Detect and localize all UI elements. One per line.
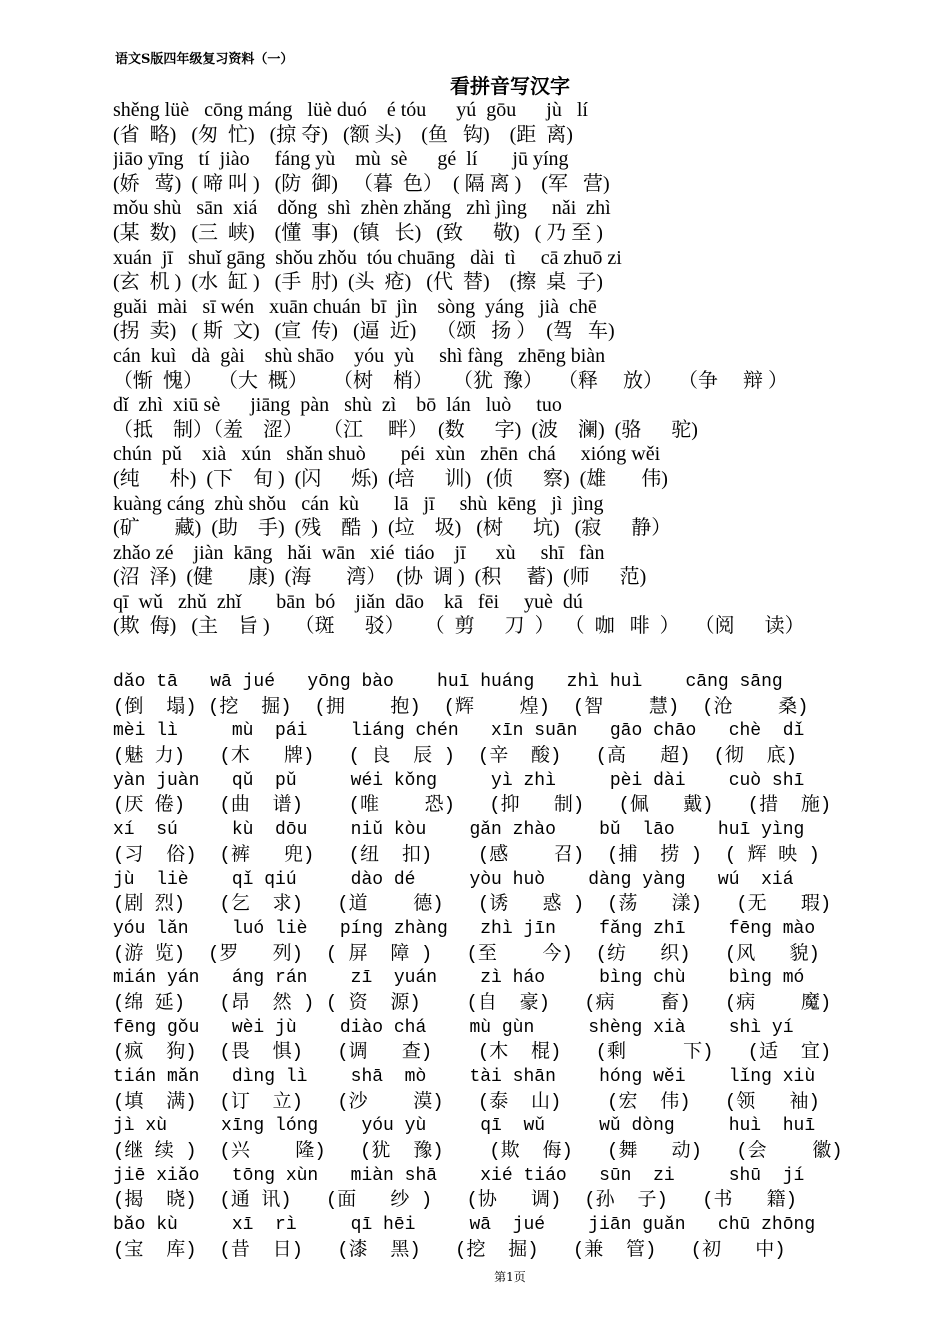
hanzi-line: (继 续 ) (兴 隆) (犹 豫) (欺 侮) (舞 动) (会 徽) bbox=[113, 1140, 843, 1163]
exercise-row bbox=[113, 670, 848, 719]
exercise-section-1 bbox=[113, 98, 848, 639]
hanzi-line: (魅 力) (木 牌) ( 良 辰 ) (辛 酸) (高 超) (彻 底) bbox=[113, 745, 798, 768]
hanzi-line: (某 数) (三 峡) (懂 事) (镇 长) (致 敬) ( 乃 至 ) bbox=[113, 221, 603, 244]
pinyin-line: dǎo tā wā jué yōng bào huī huáng zhì huì cāng sāng bbox=[113, 672, 783, 692]
pinyin-line: xí sú kù dōu niǔ kòu gǎn zhào bǔ lāo huī yìng bbox=[113, 820, 805, 841]
hanzi-line: (矿 藏) (助 手) (残 酷 ) (垃 圾) (树 坑) (寂 静） bbox=[113, 517, 672, 540]
hanzi-line: (纯 朴) (下 旬 ) (闪 烁) (培 训) (侦 察) (雄 伟) bbox=[113, 467, 668, 490]
exercise-row bbox=[113, 868, 848, 917]
hanzi-line: (宝 库) (昔 日) (漆 黑) (挖 掘) (兼 管) (初 中) bbox=[113, 1238, 786, 1261]
document-header: 语文S版四年级复习资料（一） bbox=[115, 52, 294, 67]
exercise-row bbox=[113, 917, 848, 966]
exercise-row bbox=[113, 442, 848, 491]
hanzi-line: (绵 延) (昂 然 ) ( 资 源) (自 豪) (病 畜) (病 魔) bbox=[113, 991, 832, 1014]
hanzi-line: (拐 卖) ( 斯 文) (宣 传) (逼 近) （颂 扬 ） (驾 车) bbox=[113, 320, 615, 343]
hanzi-line: (疯 狗) (畏 惧) (调 查) (木 棍) (剩 下) (适 宜) bbox=[113, 1041, 832, 1064]
hanzi-line: （惭 愧） （大 概） （树 梢） （犹 豫） （释 放） （争 辩 ） bbox=[113, 369, 788, 392]
pinyin-line: jiē xiǎo tōng xùn miàn shā xié tiáo sūn zi shū jí bbox=[113, 1165, 805, 1186]
page-title: 看拼音写汉字 bbox=[450, 74, 570, 98]
pinyin-line: chún pǔ xià xún shǎn shuò péi xùn zhēn chá xióng wěi bbox=[113, 443, 661, 466]
pinyin-line: jù liè qǐ qiú dào dé yòu huò dàng yàng wú xiá bbox=[113, 869, 794, 890]
pinyin-line: dǐ zhì xiū sè jiāng pàn shù zì bō lán luò tuo bbox=[113, 394, 562, 417]
exercise-row bbox=[113, 1016, 848, 1065]
pinyin-line: guǎi mài sī wén xuān chuán bī jìn sòng yáng jià chē bbox=[113, 295, 597, 318]
pinyin-line: cán kuì dà gài shù shāo yóu yù shì fàng zhēng biàn bbox=[113, 344, 606, 367]
exercise-row bbox=[113, 966, 848, 1015]
hanzi-line: (省 略) (匆 忙) (掠 夺) (额 头) (鱼 钩) (距 离) bbox=[113, 123, 573, 146]
pinyin-line: tián mǎn dìng lì shā mò tài shān hóng wěi lǐng xiù bbox=[113, 1067, 816, 1087]
exercise-row bbox=[113, 818, 848, 867]
pinyin-line: mián yán áng rán zī yuán zì háo bìng chù bìng mó bbox=[113, 968, 805, 989]
pinyin-line: fēng gǒu wèi jù diào chá mù gùn shèng xià shì yí bbox=[113, 1017, 794, 1038]
pinyin-line: xuán jī shuǐ gāng shǒu zhǒu tóu chuāng dài tì cā zhuō zi bbox=[113, 246, 622, 269]
exercise-row bbox=[113, 1213, 848, 1262]
pinyin-line: shěng lüè cōng máng lüè duó é tóu yú gōu jù lí bbox=[113, 99, 588, 121]
hanzi-line: (倒 塌) (挖 掘) (拥 抱) (辉 煌) (智 慧) (沧 桑) bbox=[113, 695, 809, 718]
exercise-row bbox=[113, 1114, 848, 1163]
pinyin-line: kuàng cáng zhù shǒu cán kù lā jī shù kēng jì jìng bbox=[113, 492, 604, 515]
exercise-row bbox=[113, 246, 848, 295]
hanzi-line: (习 俗) (裤 兜) (纽 扣) (感 召) (捕 捞 ) ( 辉 映 ) bbox=[113, 843, 820, 866]
pinyin-line: mǒu shù sān xiá dǒng shì zhèn zhǎng zhì jìng nǎi zhì bbox=[113, 197, 611, 220]
exercise-row bbox=[113, 590, 848, 639]
pinyin-line: zhǎo zé jiàn kāng hǎi wān xié tiáo jī xù shī fàn bbox=[113, 541, 605, 564]
exercise-row bbox=[113, 541, 848, 590]
pinyin-line: yóu lǎn luó liè píng zhàng zhì jīn fǎng zhī fēng mào bbox=[113, 918, 816, 939]
page-number: 第1页 bbox=[494, 1270, 526, 1284]
exercise-row bbox=[113, 147, 848, 196]
exercise-row bbox=[113, 344, 848, 393]
exercise-row bbox=[113, 295, 848, 344]
exercise-row bbox=[113, 769, 848, 818]
pinyin-line: bǎo kù xī rì qī hēi wā jué jiān guǎn chū zhōng bbox=[113, 1215, 816, 1236]
pinyin-line: mèi lì mù pái liáng chén xīn suān gāo chāo chè dǐ bbox=[113, 721, 805, 742]
pinyin-line: yàn juàn qǔ pǔ wéi kǒng yì zhì pèi dài cuò shī bbox=[113, 770, 805, 791]
pinyin-line: jiāo yīng tí jiào fáng yù mù sè gé lí jū yíng bbox=[113, 148, 569, 171]
hanzi-line: (玄 机 ) (水 缸 ) (手 肘) (头 疮) (代 替) (擦 桌 子) bbox=[113, 271, 603, 294]
exercise-row bbox=[113, 98, 848, 147]
exercise-row bbox=[113, 1065, 848, 1114]
exercise-row bbox=[113, 492, 848, 541]
hanzi-line: （抵 制）（羞 涩） （江 畔） (数 字) (波 澜) (骆 驼) bbox=[113, 418, 698, 441]
hanzi-line: (欺 侮) (主 旨 ) （斑 驳） （ 剪 刀 ） （ 咖 啡 ） （阅 读） bbox=[113, 615, 805, 638]
pinyin-line: jì xù xīng lóng yóu yù qī wǔ wǔ dòng huì huī bbox=[113, 1116, 816, 1137]
hanzi-line: (填 满) (订 立) (沙 漠) (泰 山) (宏 伟) (领 袖) bbox=[113, 1090, 820, 1113]
exercise-row bbox=[113, 719, 848, 768]
hanzi-line: (娇 莺) ( 啼 叫 ) (防 御) （暮 色） ( 隔 离 ) (军 营) bbox=[113, 172, 610, 195]
exercise-section-2 bbox=[113, 670, 848, 1263]
pinyin-line: qī wǔ zhǔ zhǐ bān bó jiǎn dāo kā fēi yuè dú bbox=[113, 590, 583, 613]
exercise-row bbox=[113, 393, 848, 442]
hanzi-line: (厌 倦) (曲 谱) (唯 恐) (抑 制) (佩 戴) (措 施) bbox=[113, 794, 832, 817]
hanzi-line: (沼 泽) (健 康) (海 湾） (协 调 ) (积 蓄) (师 范) bbox=[113, 566, 647, 589]
hanzi-line: (游 览) (罗 列) ( 屏 障 ) (至 今) (纺 织) (风 貌) bbox=[113, 942, 820, 965]
exercise-row bbox=[113, 1164, 848, 1213]
hanzi-line: (揭 晓) (通 讯) (面 纱 ) (协 调) (孙 子) (书 籍) bbox=[113, 1189, 798, 1212]
hanzi-line: (剧 烈) (乞 求) (道 德) (诱 惑 ) (荡 漾) (无 瑕) bbox=[113, 893, 832, 916]
exercise-row bbox=[113, 196, 848, 245]
